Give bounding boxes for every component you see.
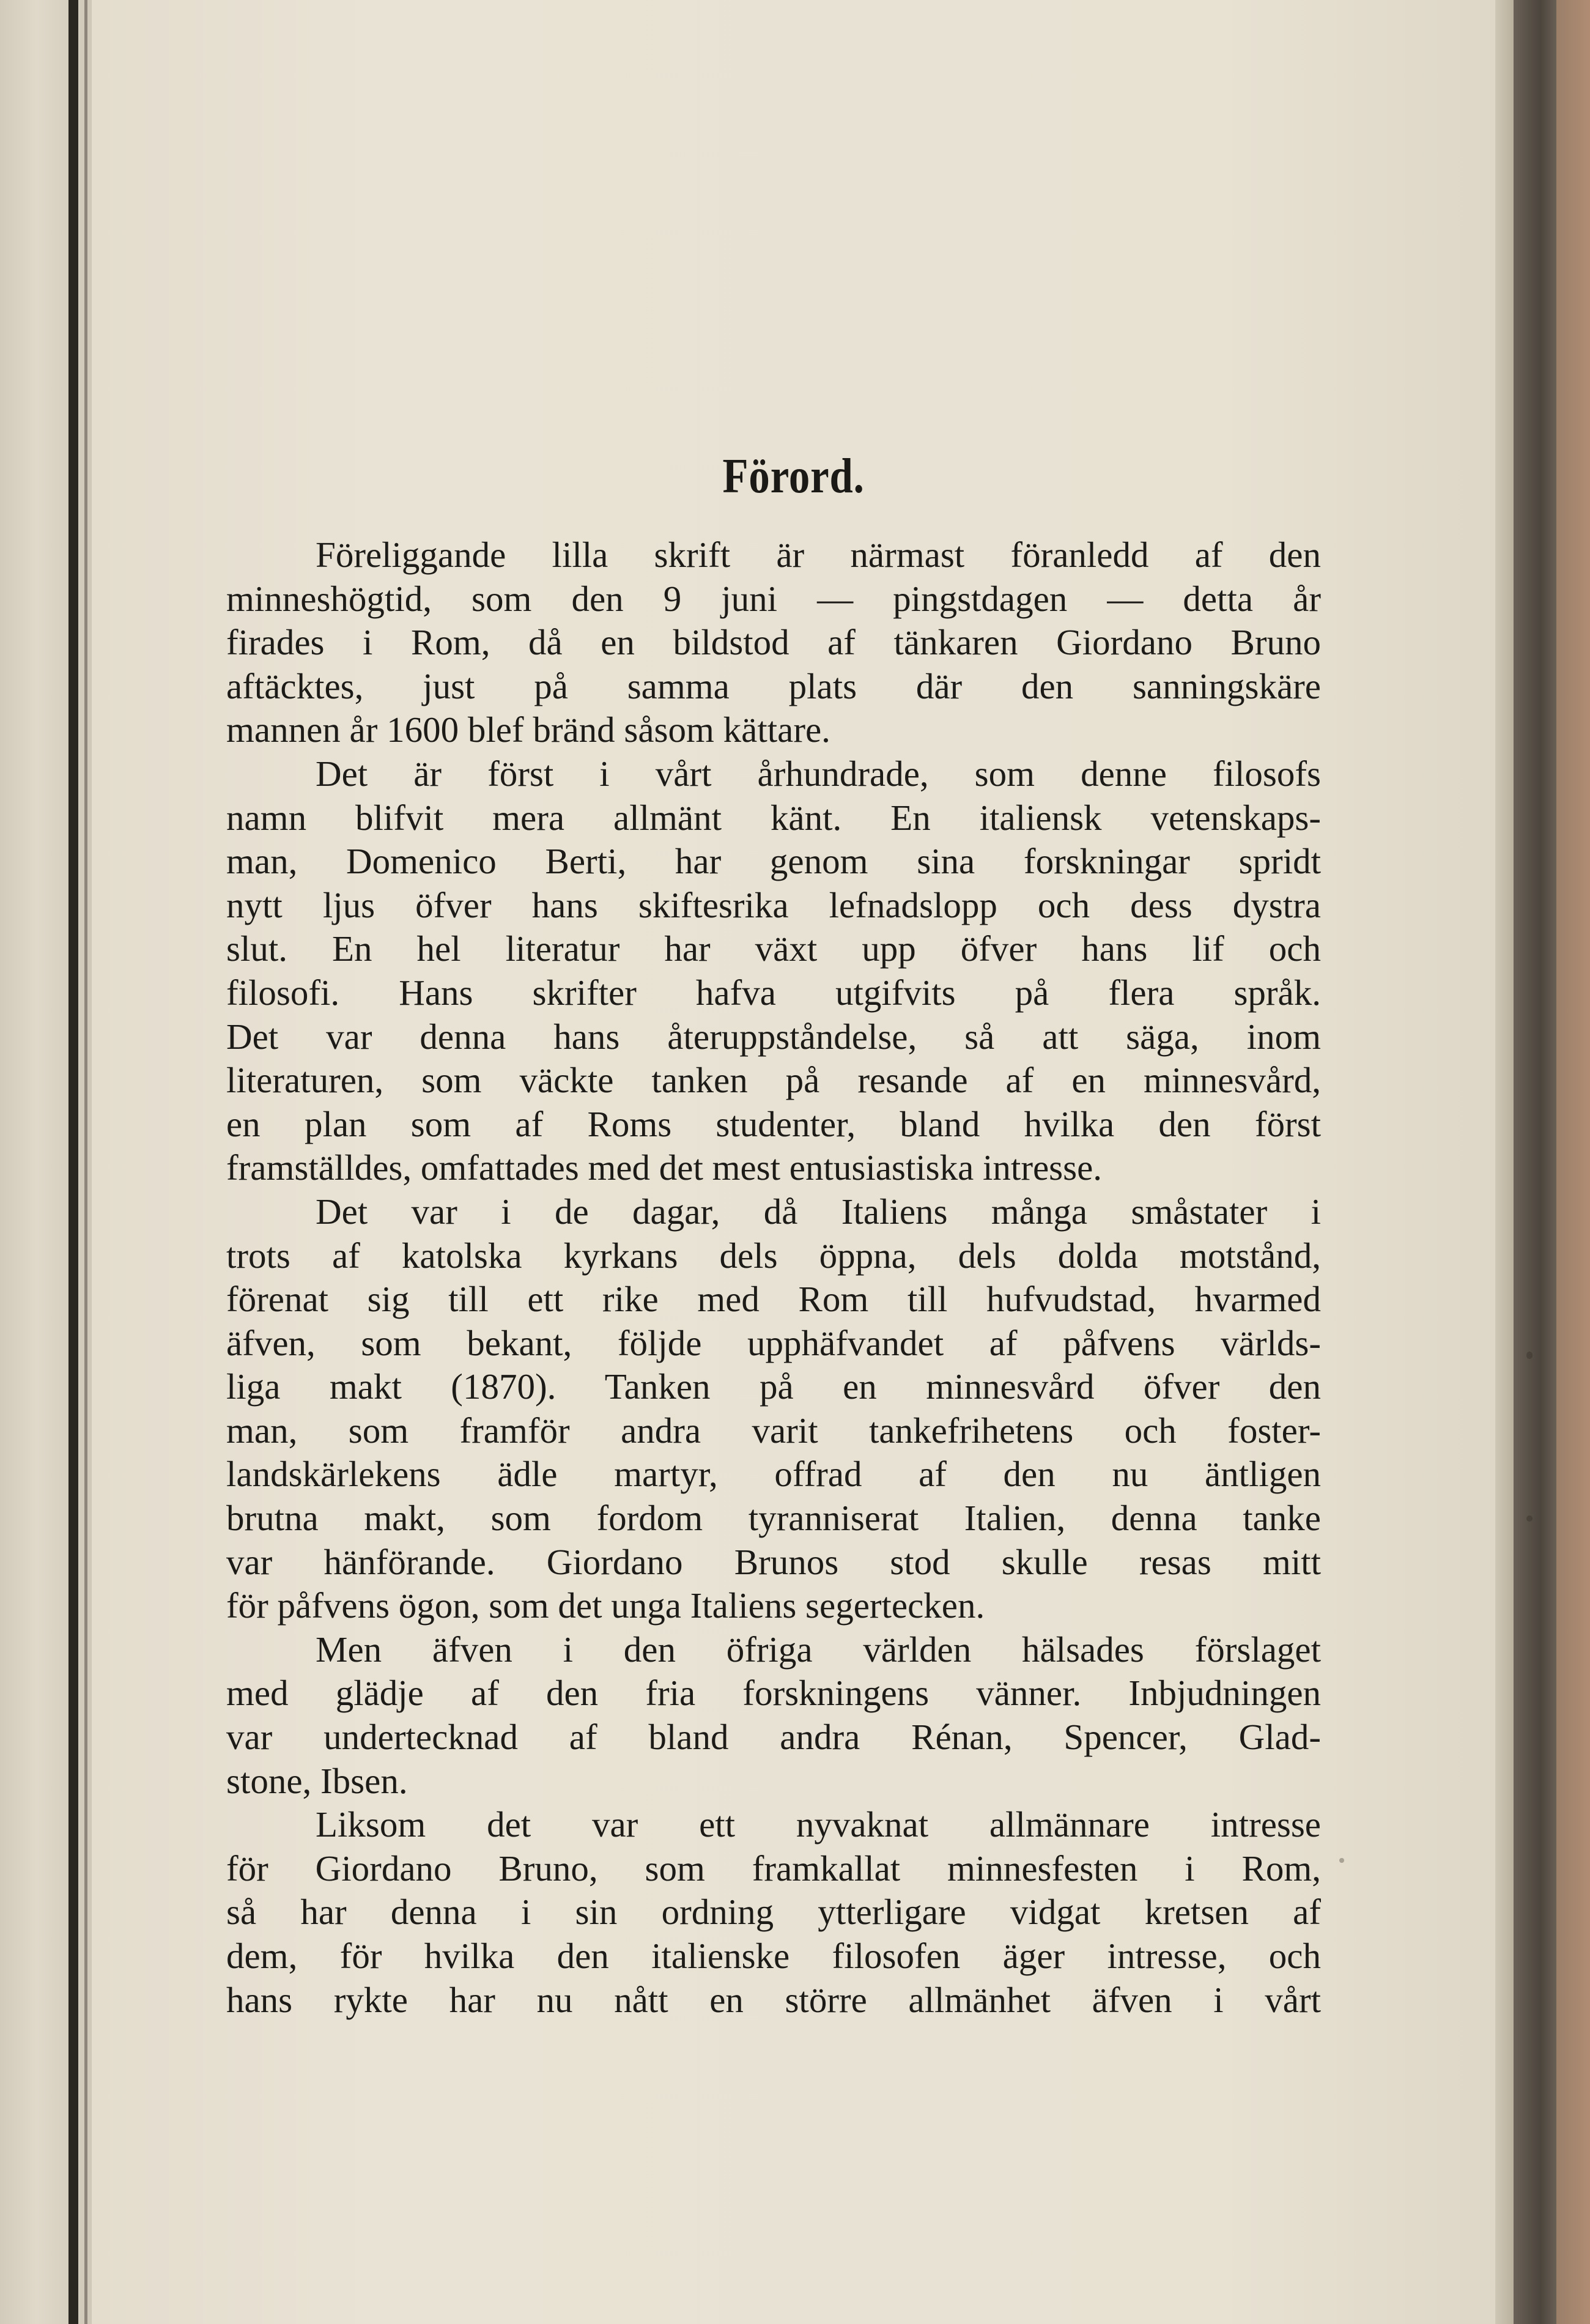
text-line: stone, Ibsen. <box>226 1760 408 1801</box>
ink-mark <box>1339 1858 1344 1863</box>
text-line: hans rykte har nu nått en större allmänhet äfven i vårt <box>226 1979 1321 2020</box>
gutter-line <box>84 0 87 2324</box>
text-line: framställdes, omfattades med det mest entusiastiska intresse. <box>226 1147 1103 1188</box>
text-line: Liksom det var ett nyvaknat allmännare intresse <box>316 1804 1321 1845</box>
text-line: landskärlekens ädle martyr, offrad af den nu äntligen <box>226 1454 1321 1495</box>
text-line: förenat sig till ett rike med Rom till hufvudstad, hvarmed <box>226 1279 1321 1320</box>
text-line: slut. En hel literatur har växt upp öfver hans lif och <box>226 928 1321 969</box>
text-line: minneshögtid, som den 9 juni — pingstdagen — detta år <box>226 578 1321 619</box>
page-title: Förord. <box>722 449 865 503</box>
ink-mark <box>1526 1515 1533 1522</box>
text-line: Föreliggande lilla skrift är närmast föranledd af den <box>316 535 1321 575</box>
text-line: man, Domenico Berti, har genom sina forskningar spridt <box>226 841 1321 882</box>
text-line: Men äfven i den öfriga världen hälsades förslaget <box>316 1629 1321 1670</box>
body-text <box>226 533 1321 2022</box>
text-line: liga makt (1870). Tanken på en minnesvård öfver den <box>226 1366 1321 1407</box>
text-line: literaturen, som väckte tanken på resande af en minnesvård, <box>226 1060 1321 1101</box>
book-cover-strip <box>1556 0 1590 2324</box>
gutter-shadow <box>68 0 78 2324</box>
text-line: namn blifvit mera allmänt känt. En italiensk vetenskaps- <box>226 797 1321 838</box>
text-line: så har denna i sin ordning ytterligare vidgat kretsen af <box>226 1892 1321 1933</box>
text-line: trots af katolska kyrkans dels öppna, dels dolda motstånd, <box>226 1235 1321 1276</box>
text-line: man, som framför andra varit tankefrihetens och foster- <box>226 1410 1321 1451</box>
text-line: för Giordano Bruno, som framkallat minnesfesten i Rom, <box>226 1848 1321 1889</box>
text-line: nytt ljus öfver hans skiftesrika lefnadslopp och dess dystra <box>226 884 1321 925</box>
text-line: en plan som af Roms studenter, bland hvilka den först <box>226 1103 1321 1144</box>
text-line: Det var i de dagar, då Italiens många småstater i <box>316 1191 1321 1232</box>
text-line: Det var denna hans återuppståndelse, så att säga, inom <box>226 1016 1321 1057</box>
text-line: för påfvens ögon, som det unga Italiens segertecken. <box>226 1585 985 1626</box>
page-edge <box>1495 0 1514 2324</box>
text-line: filosofi. Hans skrifter hafva utgifvits på flera språk. <box>226 972 1321 1013</box>
text-line: var hänförande. Giordano Brunos stod skulle resas mitt <box>226 1541 1321 1582</box>
text-line: aftäcktes, just på samma plats där den sanningskäre <box>226 665 1321 706</box>
text-line: äfven, som bekant, följde upphäfvandet af påfvens världs- <box>226 1322 1321 1363</box>
text-line: firades i Rom, då en bildstod af tänkaren Giordano Bruno <box>226 622 1321 663</box>
text-line: Det är först i vårt århundrade, som denne filosofs <box>316 753 1321 794</box>
text-line: mannen år 1600 blef bränd såsom kättare. <box>226 709 830 750</box>
ink-mark <box>1526 1352 1533 1359</box>
text-line: dem, för hvilka den italienske filosofen äger intresse, och <box>226 1936 1321 1976</box>
text-line: med glädje af den fria forskningens vänner. Inbjudningen <box>226 1673 1321 1714</box>
text-line: brutna makt, som fordom tyranniserat Italien, denna tanke <box>226 1498 1321 1539</box>
text-line: var undertecknad af bland andra Rénan, Spencer, Glad- <box>226 1717 1321 1758</box>
